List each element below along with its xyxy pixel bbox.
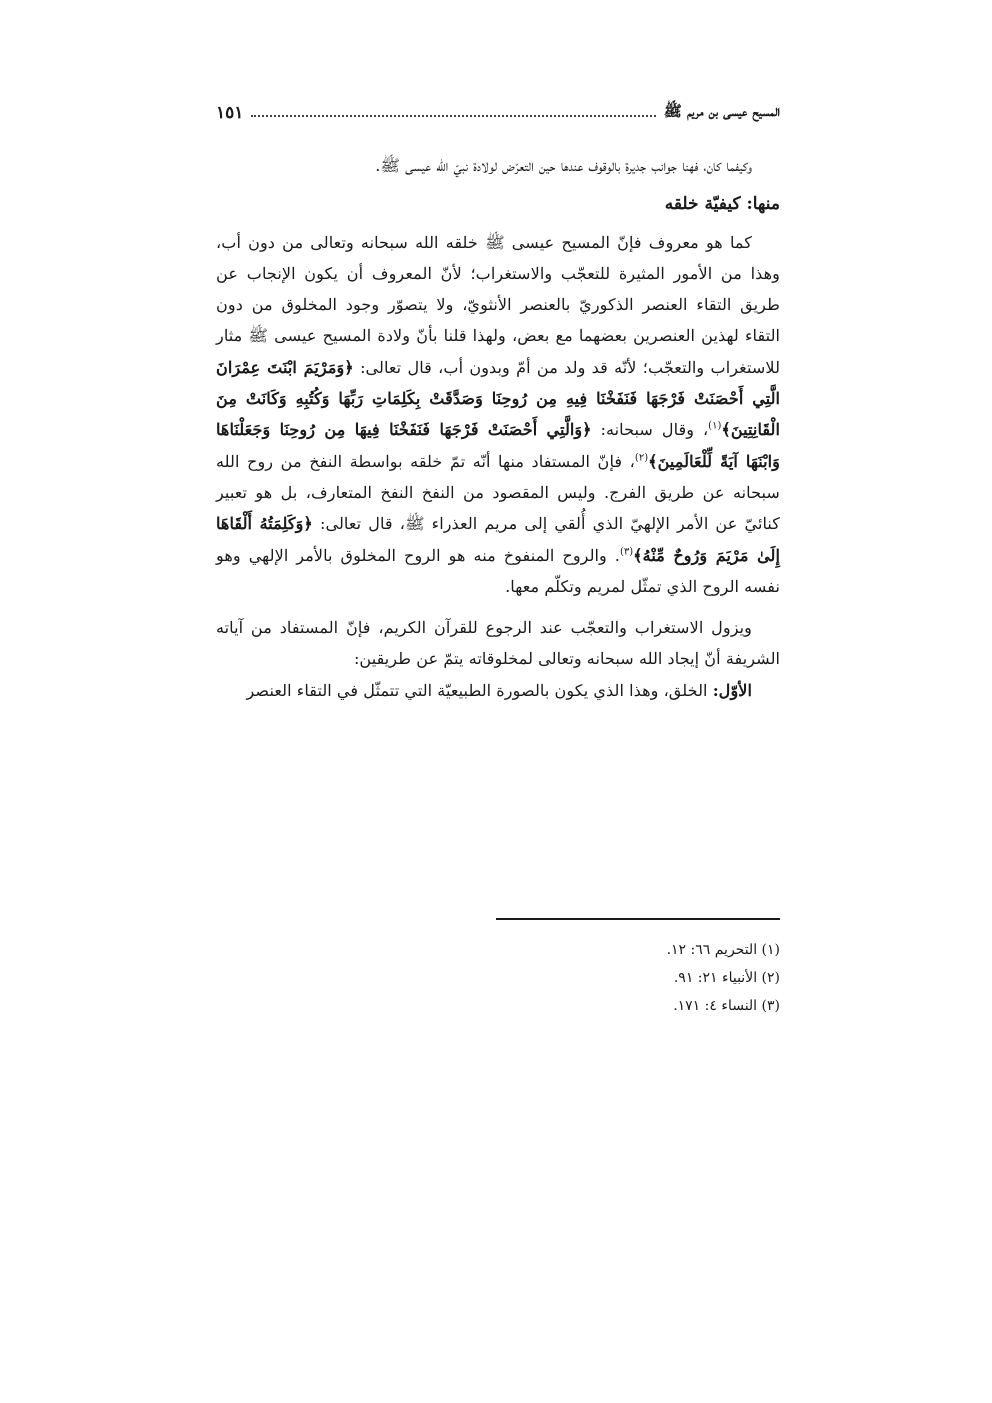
paragraph-2-part-c: ، فإنّ المستفاد منها أنّه تمّ خلقه بواسطة النفخ من روح الله سبحانه عن طريق الفرج. وليس المقصود من النفخ النفخ المتعارف، بل هو تعبير كنائيّ عن الأمر الإلهيّ الذي أُلقي إلى مريم العذراء ﷺ، قال تعالى: [216,451,781,534]
paragraph-4 [216,675,780,706]
running-header [216,96,780,130]
main-text [216,150,780,706]
footnote-separator [496,918,780,920]
section-heading: منها: كيفيّة خلقه [664,194,780,215]
footnote-3: (٣) النساء ٤: ١٧١. [673,998,780,1014]
page-number: ١٥١ [216,103,244,123]
paragraph-4-text: الخلق، وهذا الذي يكون بالصورة الطبيعيّة التي تتمثّل في التقاء العنصر [246,680,713,700]
paragraph-3: ويزول الاستغراب والتعجّب عند الرجوع للقرآن الكريم، فإنّ المستفاد من آياته الشريفة أنّ إيجاد الله سبحانه وتعالى لمخلوقاته يتمّ عن طريقين: [216,618,780,669]
paragraph-1: وكيفما كان، فهنا جوانب جديرة بالوقوف عندها حين التعرّض لولادة نبيّ الله عيسى ﷺ. [375,156,752,175]
paragraph-2 [216,227,780,603]
header-dot-leader [251,115,655,117]
footnote-ref-2: (٢) [634,452,649,464]
paragraph-4-lead: الأوّل: [712,680,752,700]
quran-verse-1: ﴿وَمَرْيَمَ ابْنَتَ عِمْرَانَ الَّتِي أَحْصَنَتْ فَرْجَهَا فَنَفَخْنَا فِيهِ مِن رُوحِنَا وَصَدَّقَتْ بِكَلِمَاتِ رَبِّهَا وَكُتُبِهِ وَكَانَتْ مِنَ الْقَانِتِينَ﴾ [216,357,780,440]
quran-verse-3: ﴿وَكَلِمَتُهُ أَلْقَاهَا إِلَىٰ مَرْيَمَ وَرُوحٌ مِّنْهُ﴾ [216,514,780,565]
footnotes [216,936,780,1020]
footnote-1: (١) التحريم ٦٦: ١٢. [666,942,780,958]
footnote-ref-1: (١) [708,420,722,432]
footnote-ref-3: (٣) [619,546,634,558]
quran-verse-2: ﴿وَالَّتِي أَحْصَنَتْ فَرْجَهَا فَنَفَخْنَا فِيهَا مِن رُوحِنَا وَجَعَلْنَاهَا وَابْنَهَا آيَةً لِّلْعَالَمِينَ﴾ [216,420,780,471]
header-title: المسيح عيسى بن مريم ﷺ [663,102,780,120]
paragraph-2-part-b: ، وقال سبحانه: [600,420,709,440]
paragraph-2-part-d: . والروح المنفوخ منه هو الروح المخلوق بالأمر الإلهي وهو نفسه الروح الذي تمثّل لمريم وتكلّم معها. [216,545,780,596]
paragraph-2-part-a: كما هو معروف فإنّ المسيح عيسى ﷺ خلقه الله سبحانه وتعالى من دون أب، وهذا من الأمور المثيرة للتعجّب والاستغراب؛ لأنّ المعروف أن يكون الإنجاب عن طريق التقاء العنصر الذكوريّ بالعنصر الأنثويّ، ولا يتصوّر وجود المخلوق من دون التقاء لهذين العنصرين بعضهما مع بعض، ولهذا قلنا بأنّ ولادة المسيح عيسى ﷺ مثار للاستغراب والتعجّب؛ لأنّه قد ولد من أمّ وبدون أب، قال تعالى: [216,232,780,377]
footnote-2: (٢) الأنبياء ٢١: ٩١. [673,970,780,986]
